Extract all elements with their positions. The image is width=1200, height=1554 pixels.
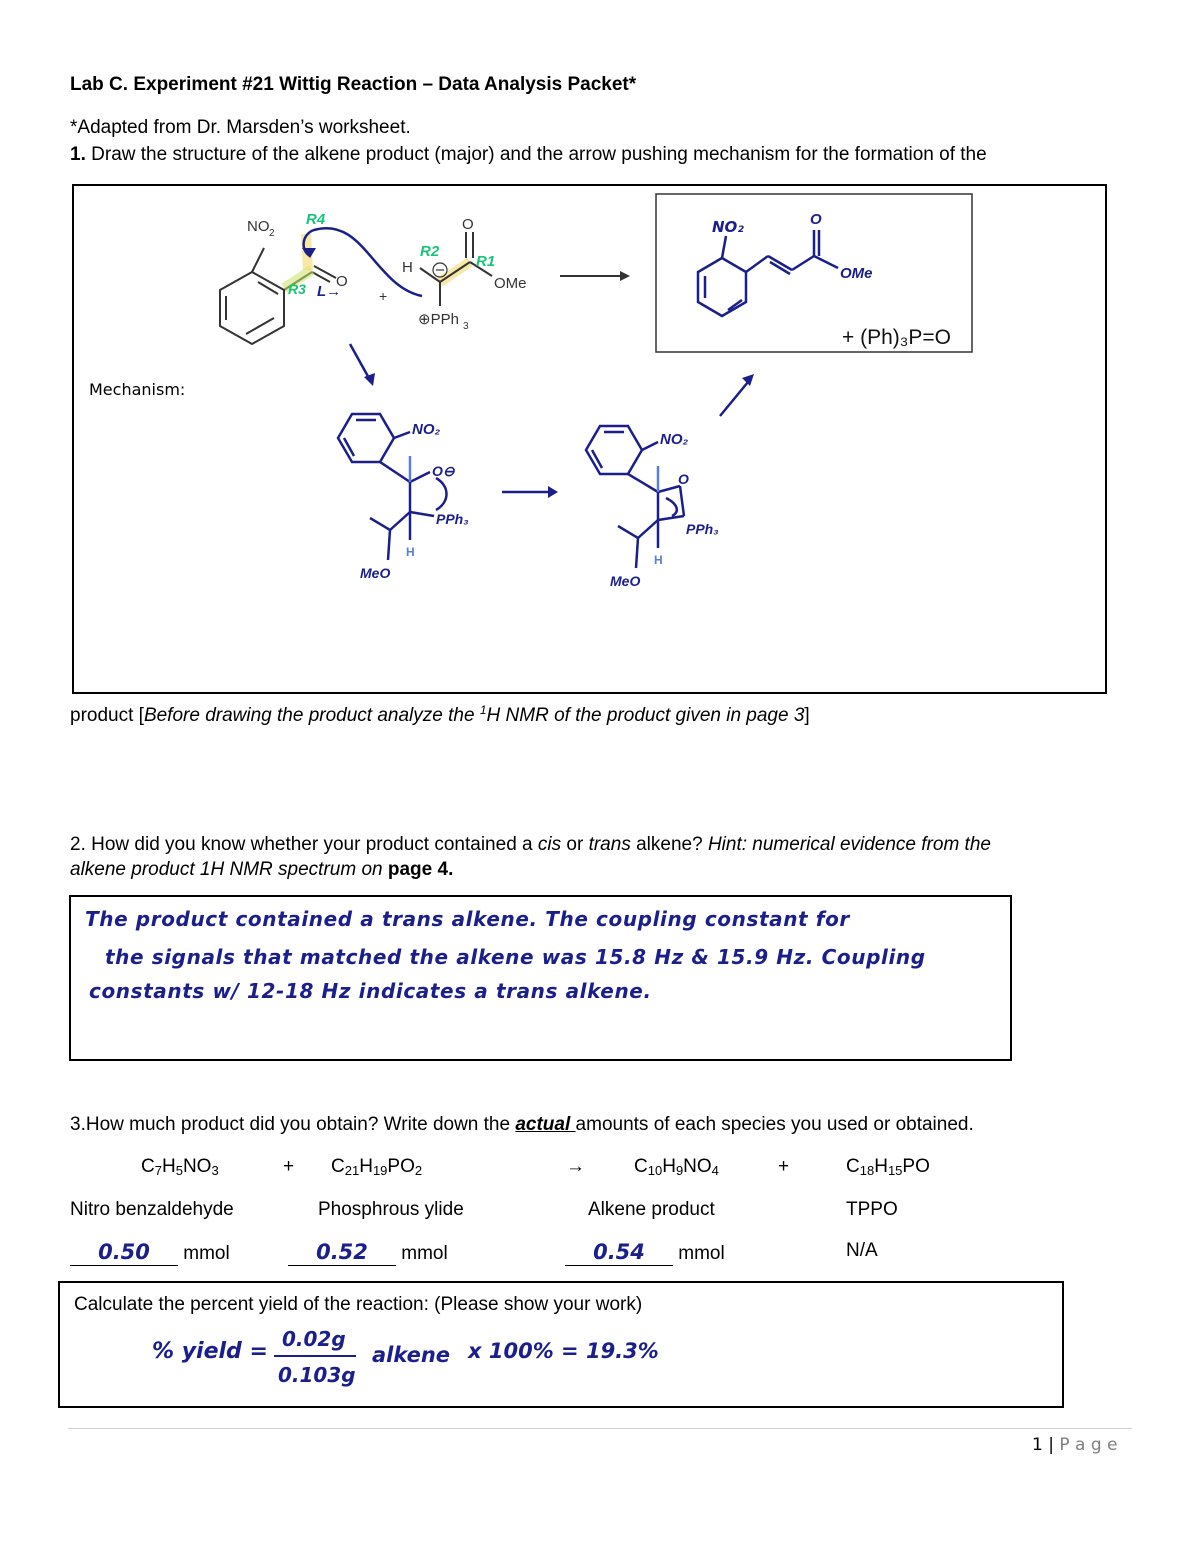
reactant-no2: NO [247,218,270,235]
product-no2: NO₂ [712,218,744,236]
int2-no2: NO₂ [660,431,689,448]
byproduct-phosphine-oxide: + (Ph)₃P=O [842,326,951,349]
int1-meo: MeO [360,565,391,581]
q1-prompt [70,144,987,166]
formula-alkene: $C_{10}H_9NO_4$ [634,1156,719,1178]
plus-2: + [778,1156,790,1177]
ylide-h: H [402,259,413,276]
svg-text:3: 3 [463,321,469,332]
reaction-yield-arrow: → [566,1156,585,1177]
amount-alkene: 0.54 mmol [565,1240,725,1266]
q1-number: 1. [70,144,86,165]
ylide-pph3: ⊕PPh [418,311,459,328]
page-footer: 1 | P a g e [1032,1435,1118,1455]
yield-denominator: 0.103g [278,1363,356,1387]
name-alkene: Alkene product [588,1199,715,1220]
footer-rule [68,1428,1132,1429]
adapted-note: *Adapted from Dr. Marsden’s worksheet. [70,117,411,138]
q1-hint: product [Before drawing the product analyze the $^1$H NMR of the product given in page 3] [70,703,810,726]
label-r3: R3 [288,281,306,297]
int2-o: O [678,471,689,487]
name-ylide: Phosphrous ylide [318,1199,464,1220]
amount-ylide: 0.52 mmol [288,1240,448,1266]
int1-no2: NO₂ [412,421,441,438]
arrow-to-product [720,382,748,416]
product-structure [698,230,838,316]
int1-o: O⊖ [432,463,455,479]
int1-h: H [406,545,415,559]
int2-h: H [654,553,663,567]
q1-answer-box [72,184,1107,694]
aldehyde-o: O [336,273,348,290]
int2-meo: MeO [610,573,641,589]
formula-nitrobenzaldehyde: $C_7H_5NO_3$ [141,1156,219,1178]
q1-text: Draw the structure of the alkene product (major) and the arrow pushing mechanism for the formation of the [91,144,987,165]
label-r2: R2 [420,243,440,260]
name-nitrobenzaldehyde: Nitro benzaldehyde [70,1199,234,1220]
amount-tppo: N/A [846,1240,878,1261]
ylide-carbonyl-o: O [462,216,474,233]
fraction-bar [274,1355,356,1357]
int1-pph3: PPh₃ [436,511,469,527]
mechanism-diagram [74,186,1105,692]
yield-prompt: Calculate the percent yield of the reaction: (Please show your work) [74,1294,643,1315]
q2-answer-line2: the signals that matched the alkene was 15.8 Hz & 15.9 Hz. Coupling [105,945,926,969]
q2-answer-line3: constants w/ 12-18 Hz indicates a trans alkene. [89,979,652,1003]
lone-pair-arrow-mark: L→ [317,283,342,300]
ylide-ome: OMe [494,275,527,292]
mechanism-label: Mechanism: [89,380,186,399]
product-ome: OMe [840,265,873,282]
q2-prompt-line2: alkene product 1H NMR spectrum on page 4. [70,859,454,880]
q2-answer-line1: The product contained a trans alkene. The coupling constant for [85,907,850,931]
q2-answer-box [69,895,1012,1061]
q3-prompt: 3.How much product did you obtain? Write down the actual amounts of each species you used or obtained. [70,1114,974,1135]
yield-numerator: 0.02g [282,1327,346,1351]
plus-1: + [283,1156,295,1177]
svg-text:2: 2 [269,228,275,239]
page-title: Lab C. Experiment #21 Wittig Reaction – Data Analysis Packet* [70,74,637,95]
label-r4: R4 [306,211,326,228]
amount-nitrobenzaldehyde: 0.50 mmol [70,1240,230,1266]
formula-tppo: $C_{18}H_{15}PO$ [846,1156,930,1178]
label-r1: R1 [476,253,496,270]
yield-word: alkene [372,1343,451,1367]
reactant-plus: + [379,288,388,304]
int2-pph3: PPh₃ [686,521,719,537]
name-tppo: TPPO [846,1199,898,1220]
yield-label: % yield = [152,1339,268,1364]
yield-box [58,1281,1064,1408]
product-o: O [810,211,822,228]
yield-result: x 100% = 19.3% [468,1339,659,1363]
arrow-to-intermediate [350,344,370,380]
q2-prompt: 2. How did you know whether your product contained a cis or trans alkene? Hint: numerical evidence from the [70,834,991,855]
formula-ylide: $C_{21}H_{19}PO_2$ [331,1156,423,1178]
